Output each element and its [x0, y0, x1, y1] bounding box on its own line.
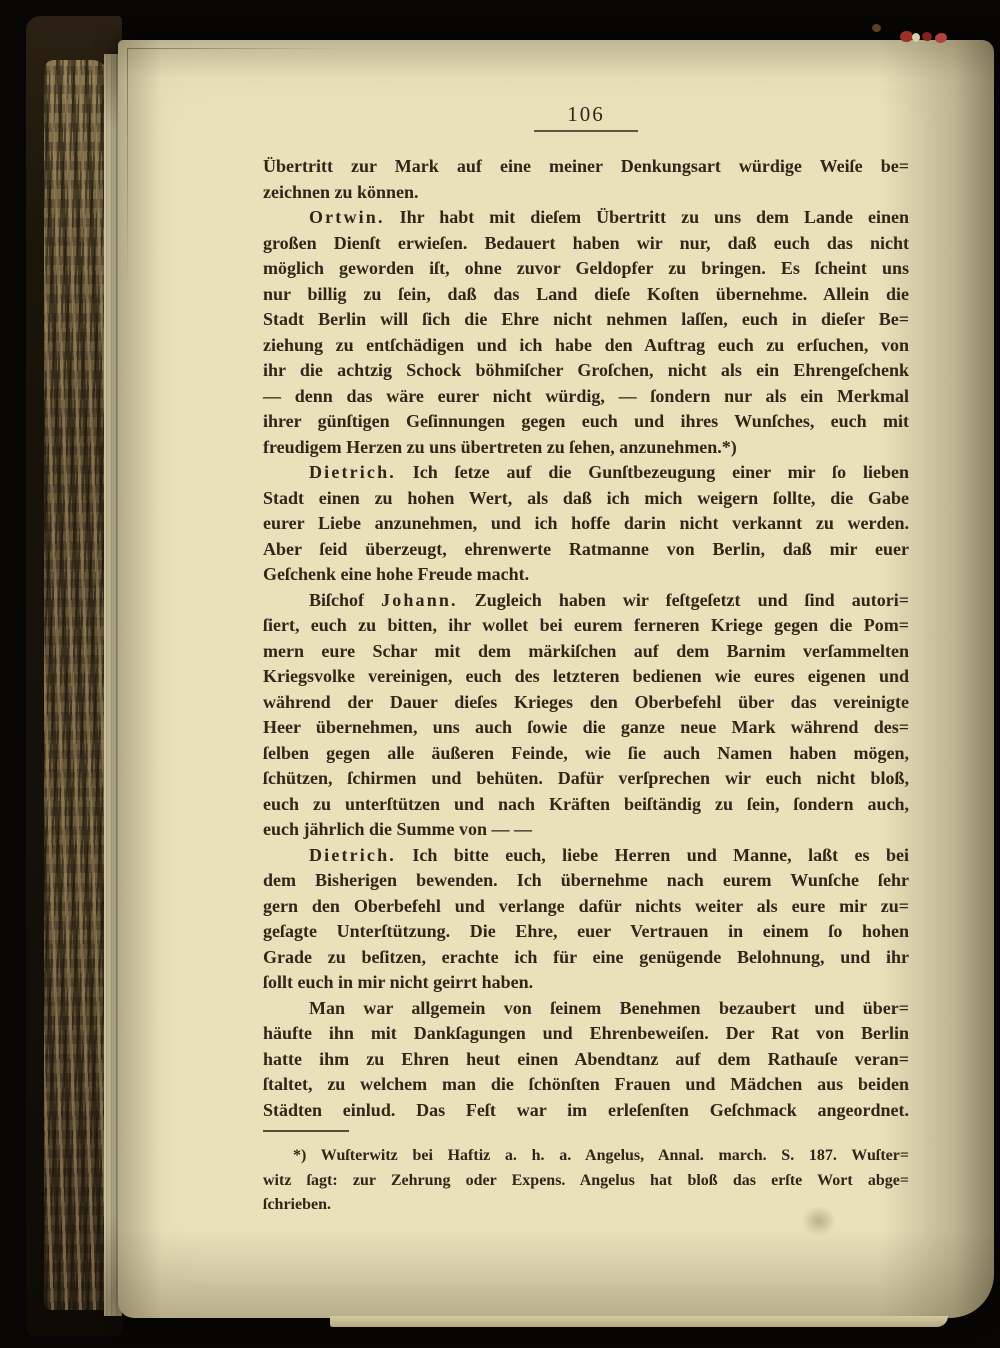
body-text	[263, 154, 909, 1123]
text-line: ihr die achtzig Schock böhmiſcher Groſchen, nicht als ein Ehrengeſchenk	[263, 360, 909, 380]
text-line: ſtaltet, zu welchem man die ſchönſten Frauen und Mädchen aus beiden	[263, 1074, 909, 1094]
text-line: — denn das wäre eurer nicht würdig, — ſondern nur als ein Merkmal	[263, 385, 909, 406]
text-line: mern eure Schar mit dem märkiſchen auf dem Barnim verſammelten	[263, 640, 909, 661]
footnote-line: ſchrieben.	[263, 1196, 331, 1213]
text-line: häufte ihn mit Dankſagungen und Ehrenbeweiſen. Der Rat von Berlin	[263, 1023, 909, 1043]
text-line: hatte ihm zu Ehren heut einen Abendtanz auf dem Rathauſe veran=	[263, 1048, 909, 1069]
text-line: euch zu unterſtützen und nach Kräften beiſtändig zu ſein, ſondern auch,	[263, 793, 909, 814]
page-number-rule	[534, 130, 638, 132]
footnote-separator	[263, 1130, 349, 1132]
text-line: freudigem Herzen zu uns übertreten zu ſehen, anzunehmen.*)	[263, 436, 737, 457]
text-line: Stadt einen zu hohen Wert, als daß ich mich weigern ſollte, die Gabe	[263, 487, 909, 508]
text-line: ſelben gegen alle äußeren Feinde, wie ſie auch Namen haben mögen,	[263, 742, 909, 763]
underpage-edge-bottom	[330, 1316, 948, 1327]
speaker-name: Dietrich.	[309, 844, 396, 865]
text-line: Dietrich. Ich bitte euch, liebe Herren und Manne, laßt es bei	[309, 844, 909, 865]
underpage-edge-line-left	[127, 48, 128, 293]
paragraph	[263, 588, 909, 843]
paragraph	[263, 843, 909, 996]
speaker-name: Johann.	[381, 589, 458, 610]
text-line: Stadt Berlin will ſich die Ehre nicht nehmen laſſen, euch in dieſer Be=	[263, 309, 909, 329]
text-line: euch jährlich die Summe von — —	[263, 819, 533, 839]
speaker-name: Ortwin.	[309, 207, 385, 227]
text-line: nur billig zu ſein, daß das Land dieſe Koſten übernehme. Allein die	[263, 283, 909, 304]
text-line: während der Dauer dieſes Krieges den Oberbefehl über das vereinigte	[263, 691, 909, 712]
footnote-line: *) Wuſterwitz bei Haftiz a. h. a. Angelus, Annal. march. S. 187. Wuſter=	[293, 1147, 909, 1164]
text-line: Städten einlud. Das Feſt war im erleſenſten Geſchmack angeordnet.	[263, 1099, 909, 1120]
text-line: gern den Oberbefehl und verlange dafür nichts weiter als eure mir zu=	[263, 895, 909, 916]
text-line: möglich geworden iſt, ohne zuvor Geldopfer zu bringen. Es ſcheint uns	[263, 258, 909, 278]
text-line: ziehung zu entſchädigen und ich habe den Auftrag euch zu erſuchen, von	[263, 334, 909, 355]
text-line: Heer übernehmen, uns auch ſowie die ganze neue Mark während des=	[263, 717, 909, 737]
text-line: Man war allgemein von ſeinem Benehmen bezaubert und über=	[309, 997, 909, 1018]
text-line: Geſchenk eine hohe Freude macht.	[263, 564, 530, 584]
paragraph	[263, 996, 909, 1124]
text-line: dem Bisherigen bewenden. Ich übernehme nach eurem Wunſche ſehr	[263, 870, 909, 890]
page-number: 106	[567, 102, 605, 126]
text-line: Biſchof Johann. Zugleich haben wir feſtgeſetzt und ſind autori=	[309, 589, 909, 610]
text-line: großen Dienſt erwieſen. Bedauert haben wir nur, daß euch das nicht	[263, 232, 909, 253]
text-line: Kriegsvolke vereinigen, euch des letzteren bedienen wie eures eigenen und	[263, 666, 909, 686]
paragraph	[263, 154, 909, 205]
text-line: ihrer günſtigen Geſinnungen gegen euch und ihres Wunſches, euch mit	[263, 411, 909, 431]
footnote-line: witz ſagt: zur Zehrung oder Expens. Angelus hat bloß das erſte Wort abge=	[263, 1171, 909, 1189]
underpage-edge-line-top	[128, 48, 343, 49]
text-line: Übertritt zur Mark auf eine meiner Denkungsart würdige Weiſe be=	[263, 156, 909, 176]
paragraph	[263, 460, 909, 588]
speaker-name: Biſchof	[309, 589, 382, 610]
text-line: Grade zu beſitzen, erachte ich für eine genügende Belohnung, und ihr	[263, 946, 909, 967]
text-line: Aber ſeid überzeugt, ehrenwerte Ratmanne von Berlin, daß mir euer	[263, 538, 909, 559]
printed-content	[263, 98, 909, 1218]
text-line: Dietrich. Ich ſetze auf die Gunſtbezeugung einer mir ſo lieben	[309, 462, 909, 482]
text-line: eurer Liebe anzunehmen, und ich hoffe darin nicht verkannt zu werden.	[263, 513, 909, 533]
text-line: ſchützen, ſchirmen und behüten. Dafür verſprechen wir euch nicht bloß,	[263, 768, 909, 788]
text-line: ſollt euch in mir nicht geirrt haben.	[263, 972, 534, 992]
text-line: ſiert, euch zu bitten, ihr wollet bei eurem ferneren Kriege gegen die Pom=	[263, 615, 909, 635]
text-line: Ortwin. Ihr habt mit dieſem Übertritt zu uns dem Lande einen	[309, 207, 909, 227]
speaker-name: Dietrich.	[309, 462, 396, 482]
text-line: geſagte Unterſtützung. Die Ehre, euer Vertrauen in einem ſo hohen	[263, 921, 909, 941]
red-edge-mark	[871, 23, 882, 33]
marbled-page-edges	[44, 60, 108, 1310]
text-line: zeichnen zu können.	[263, 181, 419, 202]
paragraph	[263, 205, 909, 460]
red-edge-mark	[912, 33, 920, 42]
footnote	[263, 1144, 909, 1218]
